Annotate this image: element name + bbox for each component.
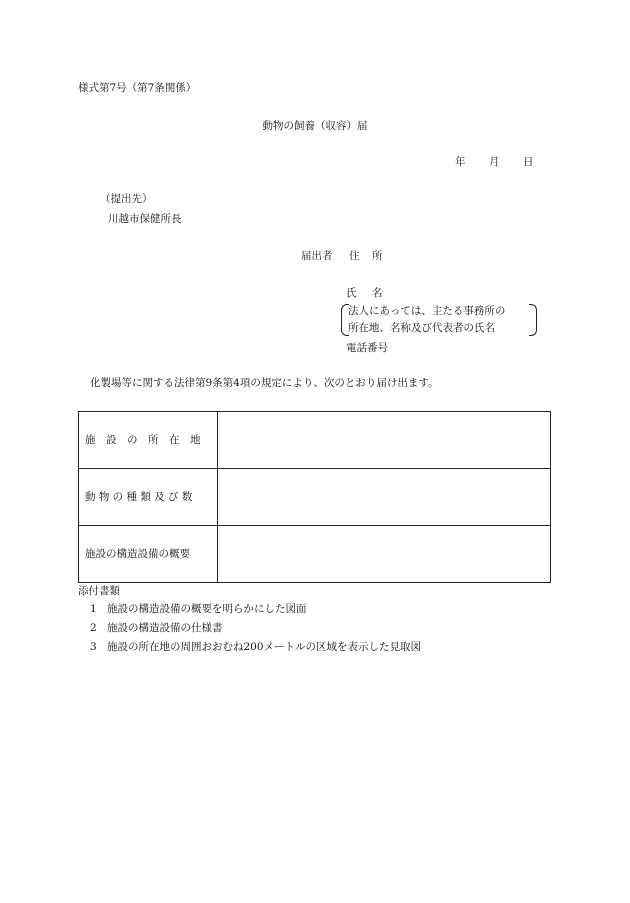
- table-row: [79, 526, 551, 583]
- corporation-note-line-2: 所在地、名称及び代表者の氏名: [348, 322, 495, 334]
- attachment-number: 3: [90, 641, 97, 653]
- date-day-label: 日: [523, 156, 534, 168]
- table-row: [79, 412, 551, 469]
- date-year-label: 年: [455, 156, 466, 168]
- attachment-text: 施設の構造設備の概要を明らかにした図面: [107, 603, 307, 615]
- name-label-char-2: 名: [372, 287, 383, 299]
- attachment-text: 施設の所在地の周囲おおむね200メートルの区域を表示した見取図: [107, 641, 422, 653]
- attachment-number: 1: [90, 603, 97, 615]
- form-number: 様式第7号（第7条関係）: [78, 82, 197, 94]
- animal-type-count-field[interactable]: [218, 469, 551, 526]
- animal-type-count-label: 動 物 の 種 類 及 び 数: [79, 469, 218, 526]
- recipient-name: 川越市保健所長: [108, 213, 182, 225]
- document-title: 動物の飼養（収容）届: [262, 120, 368, 132]
- note-right-bracket: [529, 304, 537, 336]
- list-item: [90, 623, 223, 634]
- legal-statement: 化製場等に関する法律第9条第4項の規定により、次のとおり届け出ます。: [90, 377, 439, 389]
- facility-info-table: [78, 411, 551, 583]
- date-month-label: 月: [489, 156, 500, 168]
- attachment-number: 2: [90, 622, 97, 634]
- corporation-note-line-1: 法人にあっては、主たる事務所の: [348, 305, 506, 317]
- facility-structure-field[interactable]: [218, 526, 551, 583]
- address-label-char-2: 所: [372, 250, 383, 262]
- list-item: [90, 642, 421, 653]
- facility-location-field[interactable]: [218, 412, 551, 469]
- phone-label: 電話番号: [346, 342, 388, 354]
- list-item: [90, 604, 307, 615]
- notifier-label: 届出者: [301, 250, 333, 262]
- table-row: [79, 469, 551, 526]
- address-label-char-1: 住: [349, 250, 360, 262]
- facility-location-label: 施 設 の 所 在 地: [79, 412, 218, 469]
- attachment-text: 施設の構造設備の仕様書: [107, 622, 223, 634]
- name-label-char-1: 氏: [346, 287, 357, 299]
- attachments-heading: 添付書類: [78, 585, 120, 597]
- facility-structure-label: 施設の構造設備の概要: [79, 526, 218, 583]
- recipient-heading: （提出先）: [100, 193, 153, 205]
